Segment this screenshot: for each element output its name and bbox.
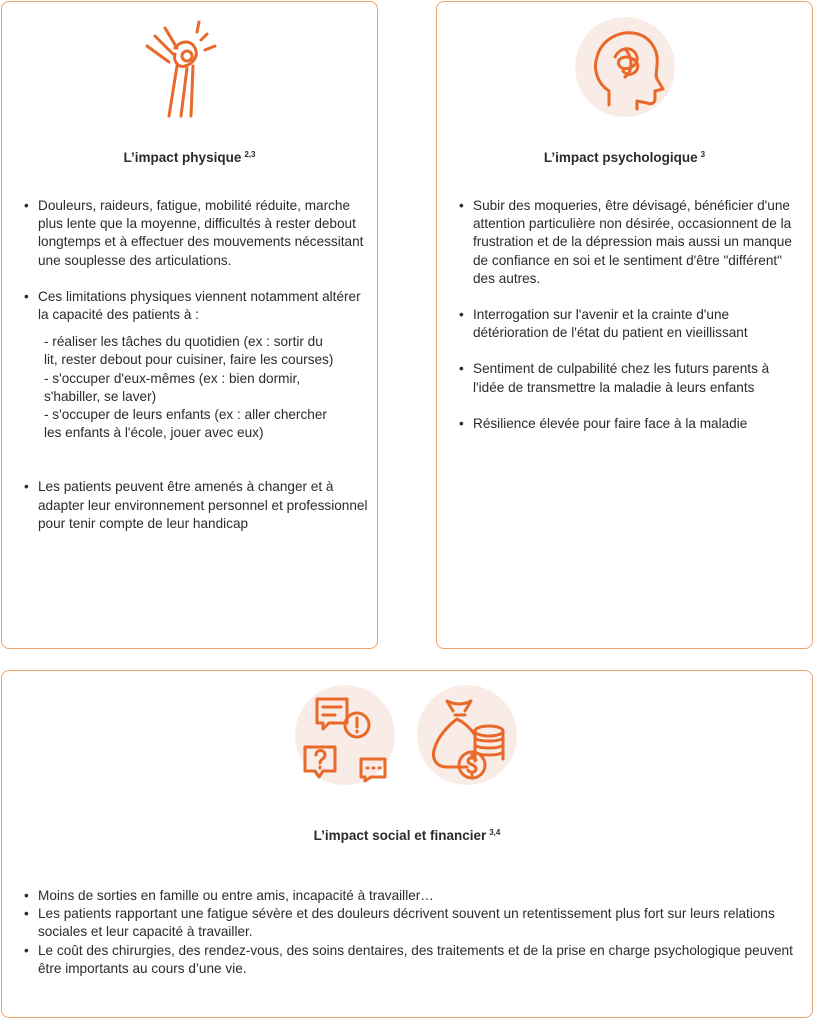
list-item: • Sentiment de culpabilité chez les futurs parents à l'idée de transmettre la maladie à leurs enfants	[459, 360, 804, 396]
sub-list	[38, 333, 334, 442]
social-financial-impact-card	[1, 670, 813, 1018]
physical-impact-card	[1, 1, 378, 649]
list-item: • Interrogation sur l'avenir et la crainte d'une détérioration de l'état du patient en vieillissant	[459, 306, 804, 342]
sub-list-item: - s'occuper d'eux-mêmes (ex : bien dormir, s'habiller, se laver)	[44, 370, 301, 404]
physical-impact-list	[24, 197, 369, 533]
social-financial-impact-list	[24, 887, 794, 978]
list-item: • Le coût des chirurgies, des rendez-vous, des soins dentaires, des traitements et de la prise en charge psychologique peuvent être importants au cours d’une vie.	[24, 942, 794, 978]
list-item: • Les patients rapportant une fatigue sévère et des douleurs décrivent souvent un retentissement plus fort sur leurs relations sociales et leur capacité à travailler.	[24, 905, 794, 941]
head-brain-icon	[575, 17, 675, 117]
sub-list-item: - réaliser les tâches du quotidien (ex : sortir du lit, rester debout pour cuisiner, faire les courses)	[44, 334, 334, 368]
sub-list-item: - s'occuper de leurs enfants (ex : aller chercher les enfants à l'école, jouer avec eux)	[44, 407, 327, 441]
psychological-impact-list	[459, 197, 804, 433]
psychological-impact-title: L’impact psychologique $^3$	[543, 150, 706, 165]
list-item: • Résilience élevée pour faire face à la maladie	[459, 415, 804, 433]
list-item: • Les patients peuvent être amenés à changer et à adapter leur environnement personnel et professionnel pour tenir compte de leur handicap	[24, 478, 369, 533]
list-item: • Ces limitations physiques viennent notamment altérer la capacité des patients à : - réaliser les tâches du quotidien (ex : sortir du lit, rester debout pour cuisiner, faire les courses) - s'occuper d'eux-mêmes (ex : bien dormir, s'habiller, se laver) - s'occuper de leurs enfants (ex : aller chercher les enfants à l'école, jouer avec eux)	[24, 288, 369, 443]
money-bag-icon	[417, 685, 517, 785]
list-item: • Subir des moqueries, être dévisagé, bénéficier d'une attention particulière non désirée, occasionnent de la frustration et de la dépression mais aussi un manque de confiance en soi et le sentiment d'être "différent" des autres.	[459, 197, 804, 288]
joint-pain-icon	[135, 16, 231, 120]
psychological-impact-card	[436, 1, 813, 649]
chat-bubbles-icon	[295, 685, 395, 785]
physical-impact-title: L’impact physique $^{2,3}$	[123, 150, 256, 165]
list-item: • Moins de sorties en famille ou entre amis, incapacité à travailler…	[24, 887, 794, 905]
list-item: • Douleurs, raideurs, fatigue, mobilité réduite, marche plus lente que la moyenne, difficultés à rester debout longtemps et à effectuer des mouvements nécessitant une souplesse des articulations.	[24, 197, 369, 270]
social-financial-impact-title: L’impact social et financier $^{3,4}$	[313, 828, 501, 843]
